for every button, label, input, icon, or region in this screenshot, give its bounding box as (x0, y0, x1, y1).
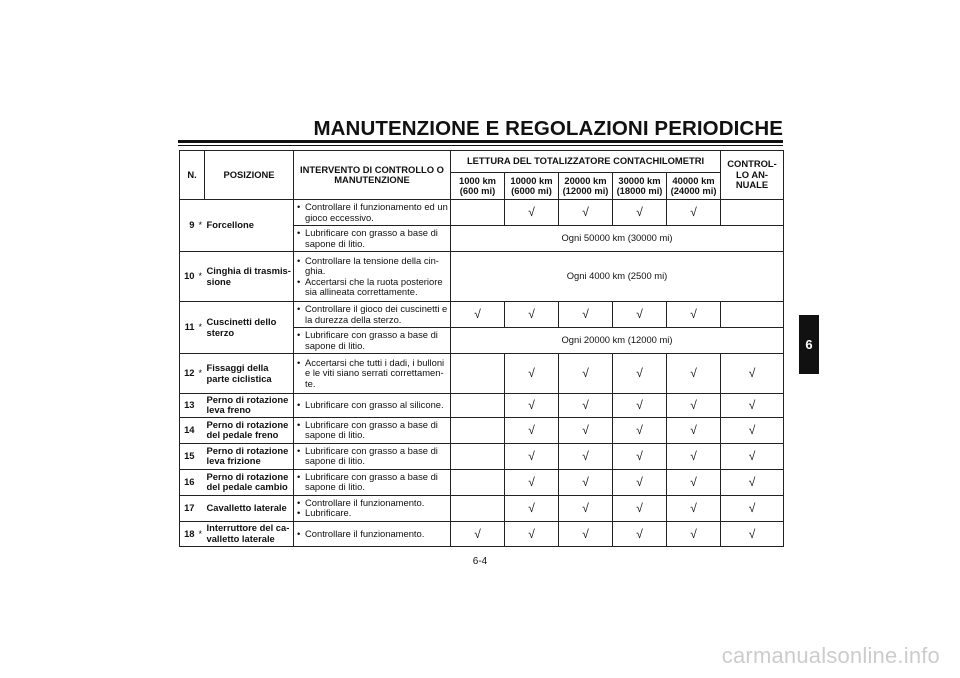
check-km-2: √ (505, 417, 559, 443)
row-intervento (294, 417, 451, 443)
check-km-2: √ (505, 443, 559, 469)
check-km-5: √ (667, 443, 721, 469)
check-km-3: √ (559, 394, 613, 418)
row-intervento (294, 521, 451, 546)
row-posizione: Perno di rotazione del pedale cambio (205, 469, 294, 495)
intervento-list (296, 228, 448, 249)
intervento-list (296, 358, 448, 389)
intervento-item: • Controllare il funzionamento. (296, 498, 448, 508)
intervento-item: • Lubrificare con grasso a base di sapone di litio. (296, 472, 448, 493)
table-row (180, 302, 784, 328)
row-posizione: Cavalletto laterale (205, 495, 294, 521)
intervento-list (296, 330, 448, 351)
check-km-2: √ (505, 302, 559, 328)
check-km-5: √ (667, 200, 721, 226)
check-km-4: √ (613, 469, 667, 495)
header-intervento: INTERVENTO DI CONTROLLO O MANUTENZIONE (294, 151, 451, 200)
check-km-4: √ (613, 495, 667, 521)
page-number: 6-4 (472, 556, 488, 567)
table-row (180, 495, 784, 521)
table-row (180, 252, 784, 302)
intervento-item: • Controllare il gioco dei cuscinetti e la durezza della sterzo. (296, 304, 448, 325)
check-km-3: √ (559, 495, 613, 521)
row-posizione: Perno di rotazione leva frizione (205, 443, 294, 469)
row-number: 13 (180, 394, 197, 418)
row-asterisk (197, 443, 205, 469)
intervento-list (296, 446, 448, 467)
row-posizione: Cuscinetti dello sterzo (205, 302, 294, 354)
interval-note: Ogni 50000 km (30000 mi) (451, 226, 784, 252)
check-km-3: √ (559, 469, 613, 495)
check-annual (721, 302, 784, 328)
row-asterisk: * (197, 521, 205, 546)
header-controllo-annuale: CONTROL-LO AN-NUALE (721, 151, 784, 200)
table-row (180, 443, 784, 469)
check-km-4: √ (613, 394, 667, 418)
header-lettura: LETTURA DEL TOTALIZZATORE CONTACHILOMETRI (451, 151, 721, 173)
table-row (180, 469, 784, 495)
header-posizione: POSIZIONE (205, 151, 294, 200)
table-row (180, 417, 784, 443)
row-intervento (294, 328, 451, 354)
intervento-list (296, 400, 448, 410)
intervento-list (296, 202, 448, 223)
intervento-item: • Controllare il funzionamento ed un gioco eccessivo. (296, 202, 448, 223)
check-km-2: √ (505, 354, 559, 394)
check-km-3: √ (559, 417, 613, 443)
check-km-1: √ (451, 521, 505, 546)
row-number: 10 (180, 252, 197, 302)
row-number: 14 (180, 417, 197, 443)
check-annual: √ (721, 521, 784, 546)
header-km-4: 30000 km (18000 mi) (613, 173, 667, 200)
intervento-item: • Lubrificare con grasso a base di sapone di litio. (296, 420, 448, 441)
check-km-3: √ (559, 200, 613, 226)
title-rule-thin (178, 145, 783, 146)
row-asterisk: * (197, 354, 205, 394)
row-intervento (294, 394, 451, 418)
row-asterisk (197, 417, 205, 443)
check-km-5: √ (667, 417, 721, 443)
check-km-1 (451, 394, 505, 418)
header-km-5: 40000 km (24000 mi) (667, 173, 721, 200)
title-rule-thick (178, 140, 783, 143)
check-km-1 (451, 417, 505, 443)
row-intervento (294, 469, 451, 495)
row-number: 16 (180, 469, 197, 495)
check-annual (721, 200, 784, 226)
intervento-list (296, 529, 448, 539)
check-annual: √ (721, 469, 784, 495)
intervento-list (296, 256, 448, 298)
row-posizione: Forcellone (205, 200, 294, 252)
check-annual: √ (721, 394, 784, 418)
row-number: 18 (180, 521, 197, 546)
row-intervento (294, 252, 451, 302)
row-posizione: Perno di rotazione del pedale freno (205, 417, 294, 443)
check-km-4: √ (613, 521, 667, 546)
check-km-5: √ (667, 469, 721, 495)
check-km-1: √ (451, 302, 505, 328)
intervento-list (296, 498, 448, 519)
intervento-item: • Accertarsi che la ruota posteriore sia allineata correttamente. (296, 277, 448, 298)
check-km-4: √ (613, 443, 667, 469)
row-number: 15 (180, 443, 197, 469)
check-km-3: √ (559, 302, 613, 328)
row-asterisk: * (197, 302, 205, 354)
chapter-tab[interactable]: 6 (799, 315, 819, 374)
interval-note: Ogni 4000 km (2500 mi) (451, 252, 784, 302)
intervento-item: • Lubrificare. (296, 508, 448, 518)
row-number: 12 (180, 354, 197, 394)
row-asterisk (197, 394, 205, 418)
table-row (180, 354, 784, 394)
check-km-4: √ (613, 417, 667, 443)
table-body (180, 200, 784, 547)
row-posizione: Interruttore del ca-valletto laterale (205, 521, 294, 546)
check-km-2: √ (505, 394, 559, 418)
intervento-list (296, 472, 448, 493)
row-intervento (294, 226, 451, 252)
check-km-1 (451, 354, 505, 394)
check-km-2: √ (505, 495, 559, 521)
row-asterisk (197, 469, 205, 495)
check-km-2: √ (505, 521, 559, 546)
row-asterisk (197, 495, 205, 521)
row-intervento (294, 354, 451, 394)
intervento-list (296, 304, 448, 325)
row-number: 17 (180, 495, 197, 521)
table-row (180, 200, 784, 226)
check-km-4: √ (613, 200, 667, 226)
check-km-3: √ (559, 521, 613, 546)
intervento-item: • Lubrificare con grasso a base di sapone di litio. (296, 446, 448, 467)
check-km-4: √ (613, 354, 667, 394)
row-posizione: Perno di rotazione leva freno (205, 394, 294, 418)
check-km-5: √ (667, 394, 721, 418)
row-number: 11 (180, 302, 197, 354)
check-annual: √ (721, 354, 784, 394)
check-km-1 (451, 443, 505, 469)
row-asterisk: * (197, 200, 205, 252)
watermark: carmanualsonline.info (721, 643, 940, 668)
intervento-item: • Lubrificare con grasso al silicone. (296, 400, 448, 410)
check-km-1 (451, 469, 505, 495)
check-km-2: √ (505, 200, 559, 226)
row-posizione: Fissaggi della parte ciclistica (205, 354, 294, 394)
header-km-1: 1000 km (600 mi) (451, 173, 505, 200)
intervento-item: • Controllare il funzionamento. (296, 529, 448, 539)
check-km-1 (451, 495, 505, 521)
check-annual: √ (721, 443, 784, 469)
row-posizione: Cinghia di trasmis-sione (205, 252, 294, 302)
row-intervento (294, 302, 451, 328)
row-asterisk: * (197, 252, 205, 302)
check-km-5: √ (667, 521, 721, 546)
maintenance-table (179, 150, 784, 547)
check-km-3: √ (559, 354, 613, 394)
intervento-item: • Lubrificare con grasso a base di sapone di litio. (296, 330, 448, 351)
check-km-2: √ (505, 469, 559, 495)
check-km-5: √ (667, 302, 721, 328)
intervento-item: • Lubrificare con grasso a base di sapone di litio. (296, 228, 448, 249)
header-n: N. (180, 151, 205, 200)
check-km-3: √ (559, 443, 613, 469)
table-row (180, 394, 784, 418)
intervento-item: • Accertarsi che tutti i dadi, i bulloni e le viti siano serrati correttamen-te. (296, 358, 448, 389)
page-title: MANUTENZIONE E REGOLAZIONI PERIODICHE (313, 117, 783, 140)
check-km-4: √ (613, 302, 667, 328)
row-intervento (294, 200, 451, 226)
table-row (180, 521, 784, 546)
check-km-5: √ (667, 495, 721, 521)
check-annual: √ (721, 417, 784, 443)
check-km-5: √ (667, 354, 721, 394)
intervento-item: • Controllare la tensione della cin-ghia. (296, 256, 448, 277)
header-km-2: 10000 km (6000 mi) (505, 173, 559, 200)
row-number: 9 (180, 200, 197, 252)
check-annual: √ (721, 495, 784, 521)
header-km-3: 20000 km (12000 mi) (559, 173, 613, 200)
row-intervento (294, 443, 451, 469)
row-intervento (294, 495, 451, 521)
check-km-1 (451, 200, 505, 226)
intervento-list (296, 420, 448, 441)
interval-note: Ogni 20000 km (12000 mi) (451, 328, 784, 354)
